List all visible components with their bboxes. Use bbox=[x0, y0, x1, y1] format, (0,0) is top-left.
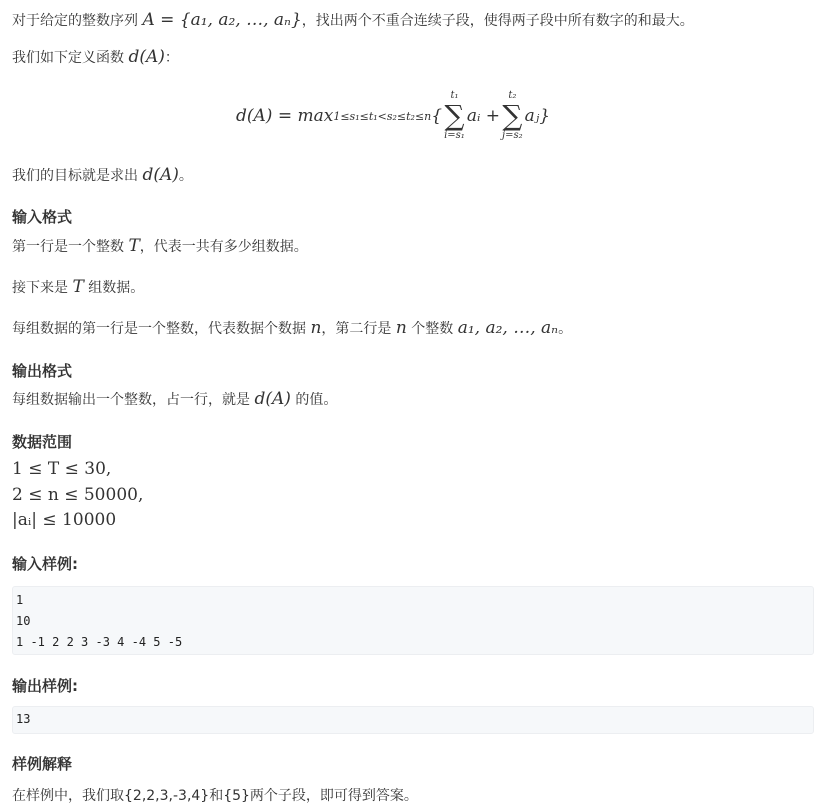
math: n bbox=[310, 318, 322, 338]
text: 组数据。 bbox=[83, 280, 145, 296]
formula bbox=[236, 84, 550, 148]
text: 对于给定的整数序列 bbox=[12, 13, 143, 29]
term: aⱼ bbox=[524, 106, 540, 126]
text: 我们如下定义函数 bbox=[12, 50, 129, 66]
text: ： bbox=[164, 50, 179, 66]
text: 个整数 bbox=[406, 321, 458, 337]
sample-output-heading: 输出样例: bbox=[12, 677, 78, 695]
text: 接下来是 bbox=[12, 280, 73, 296]
input-format-heading: 输入格式 bbox=[12, 208, 73, 226]
text: 的值。 bbox=[290, 392, 338, 408]
code-line: 1 -1 2 2 3 -3 4 -4 5 -5 bbox=[16, 635, 183, 649]
sample-output-block bbox=[12, 706, 814, 734]
formula-subscript: 1≤s₁≤t₁<s₂≤t₂≤n bbox=[333, 109, 432, 123]
input-line-3 bbox=[12, 318, 572, 338]
explanation-heading: 样例解释 bbox=[12, 755, 73, 773]
sigma: ∑ bbox=[444, 99, 465, 132]
sum-1 bbox=[444, 90, 465, 142]
code-line: 13 bbox=[16, 712, 31, 726]
sum-top: t₁ bbox=[450, 90, 459, 101]
explanation-text: 在样例中，我们取{2,2,3,-3,4}和{5}两个子段，即可得到答案。 bbox=[12, 788, 418, 804]
brace: } bbox=[539, 106, 551, 126]
input-line-1 bbox=[12, 236, 308, 256]
sample-input-heading: 输入样例: bbox=[12, 555, 78, 573]
input-line-2 bbox=[12, 277, 144, 297]
text: 每组数据输出一个整数，占一行，就是 bbox=[12, 392, 255, 408]
math: a₁, a₂, …, aₙ bbox=[457, 318, 559, 338]
text: ，第二行是 bbox=[321, 321, 396, 337]
sum-bottom: i=s₁ bbox=[444, 130, 465, 141]
definition-paragraph bbox=[12, 47, 179, 67]
text: 第一行是一个整数 bbox=[12, 239, 129, 255]
term: aᵢ + bbox=[466, 106, 501, 126]
formula-lhs: d(A) = max bbox=[236, 106, 334, 126]
output-line bbox=[12, 389, 337, 409]
text: ，找出两个不重合连续子段，使得两子段中所有数字的和最大。 bbox=[301, 13, 694, 29]
goal-paragraph bbox=[12, 165, 193, 185]
math: d(A) bbox=[254, 389, 291, 409]
text: 。 bbox=[558, 321, 573, 337]
sample-input-block bbox=[12, 586, 814, 655]
math: T bbox=[72, 277, 84, 297]
range-3: |aᵢ| ≤ 10000 bbox=[12, 510, 117, 530]
sum-2 bbox=[502, 90, 523, 142]
math: d(A) bbox=[128, 47, 165, 67]
math: T bbox=[128, 236, 140, 256]
sum-top: t₂ bbox=[508, 90, 517, 101]
math: n bbox=[395, 318, 407, 338]
intro-paragraph bbox=[12, 10, 694, 30]
code-line: 1 bbox=[16, 593, 24, 607]
code-line: 10 bbox=[16, 614, 31, 628]
text: 每组数据的第一行是一个整数，代表数据个数据 bbox=[12, 321, 311, 337]
range-2: 2 ≤ n ≤ 50000, bbox=[12, 485, 144, 505]
math: d(A) bbox=[142, 165, 179, 185]
brace: { bbox=[431, 106, 443, 126]
sum-bottom: j=s₂ bbox=[502, 130, 523, 141]
sigma: ∑ bbox=[502, 99, 523, 132]
range-heading: 数据范围 bbox=[12, 433, 73, 451]
math: A = {a₁, a₂, …, aₙ} bbox=[142, 10, 302, 30]
text: ，代表一共有多少组数据。 bbox=[139, 239, 308, 255]
range-1: 1 ≤ T ≤ 30, bbox=[12, 459, 112, 479]
text: 。 bbox=[178, 168, 193, 184]
output-format-heading: 输出格式 bbox=[12, 362, 73, 380]
text: 我们的目标就是求出 bbox=[12, 168, 143, 184]
